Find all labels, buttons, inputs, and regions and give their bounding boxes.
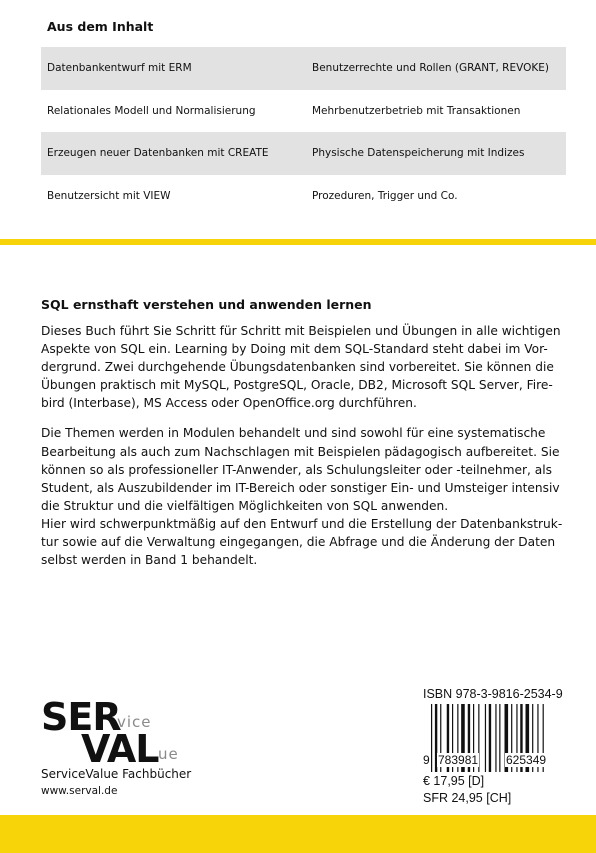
contents-table	[41, 47, 566, 217]
barcode-right-digits: 625349	[506, 753, 547, 767]
price-chf: SFR 24,95 [CH]	[423, 791, 512, 805]
contents-cell: Prozeduren, Trigger und Co.	[312, 189, 458, 202]
contents-row	[41, 47, 566, 90]
publisher-url: www.serval.de	[41, 785, 118, 797]
isbn-text: ISBN 978-3-9816-2534-9	[423, 687, 563, 701]
contents-row	[41, 132, 566, 175]
barcode-left-digits: 783981	[438, 753, 479, 767]
contents-heading: Aus dem Inhalt	[47, 19, 154, 34]
contents-cell: Benutzersicht mit VIEW	[47, 189, 171, 202]
intro-title: SQL ernsthaft verstehen und anwenden lernen	[41, 297, 372, 312]
intro-section	[41, 297, 566, 581]
contents-cell: Benutzerrechte und Rollen (GRANT, REVOKE)	[312, 62, 549, 75]
contents-cell: Physische Datenspeicherung mit Indizes	[312, 147, 525, 160]
contents-cell: Datenbankentwurf mit ERM	[47, 62, 192, 75]
publisher-logo	[41, 695, 201, 771]
contents-row	[41, 90, 566, 133]
barcode-lead-digit: 9	[423, 753, 430, 767]
logo-val: VAL	[81, 727, 159, 771]
contents-cell: Relationales Modell und Normalisierung	[47, 104, 256, 117]
contents-cell: Mehrbenutzerbetrieb mit Transaktionen	[312, 104, 521, 117]
logo-ser: SER	[41, 695, 121, 739]
contents-cell: Erzeugen neuer Datenbanken mit CREATE	[47, 147, 269, 160]
contents-row	[41, 175, 566, 218]
logo-vice: vice	[117, 713, 152, 731]
yellow-divider	[0, 239, 596, 245]
intro-paragraph-2: Die Themen werden in Modulen behandelt und sind sowohl für eine systematische Bearbeitung als auch zum Nachschlagen mit Beispielen pädagogisch aufbereitet. Sie können so als professioneller IT-Anwender, als Schulungsleiter oder -teilnehmer, als Student, als Auszubildender im IT-Bereich oder sonstiger Ein- und Umsteiger intensiv die Struktur und die vielfältigen Möglichkeiten von SQL anwenden. Hier wird schwerpunktmäßig auf den Entwurf und die Erstellung der Datenbankstruk- tur sowie auf die Verwaltung eingegangen, die Abfrage und die Änderung der Daten selbst werden in Band 1 behandelt.	[41, 426, 563, 568]
price-eur: € 17,95 [D]	[423, 774, 485, 788]
intro-paragraph-1: Dieses Buch führt Sie Schritt für Schritt mit Beispielen und Übungen in alle wichtigen Aspekte von SQL ein. Learning by Doing mit dem SQL-Standard steht dabei im Vor- dergrund. Zwei durchgehende Übungsdatenbanken sind vorbereitet. Sie können die Übungen praktisch mit MySQL, PostgreSQL, Oracle, DB2, Microsoft SQL Server, Fire- bird (Interbase), MS Access oder OpenOffice.org durchführen.	[41, 324, 561, 411]
logo-ue: ue	[158, 745, 179, 763]
publisher-name: ServiceValue Fachbücher	[41, 767, 192, 781]
yellow-footer-band	[0, 815, 596, 853]
